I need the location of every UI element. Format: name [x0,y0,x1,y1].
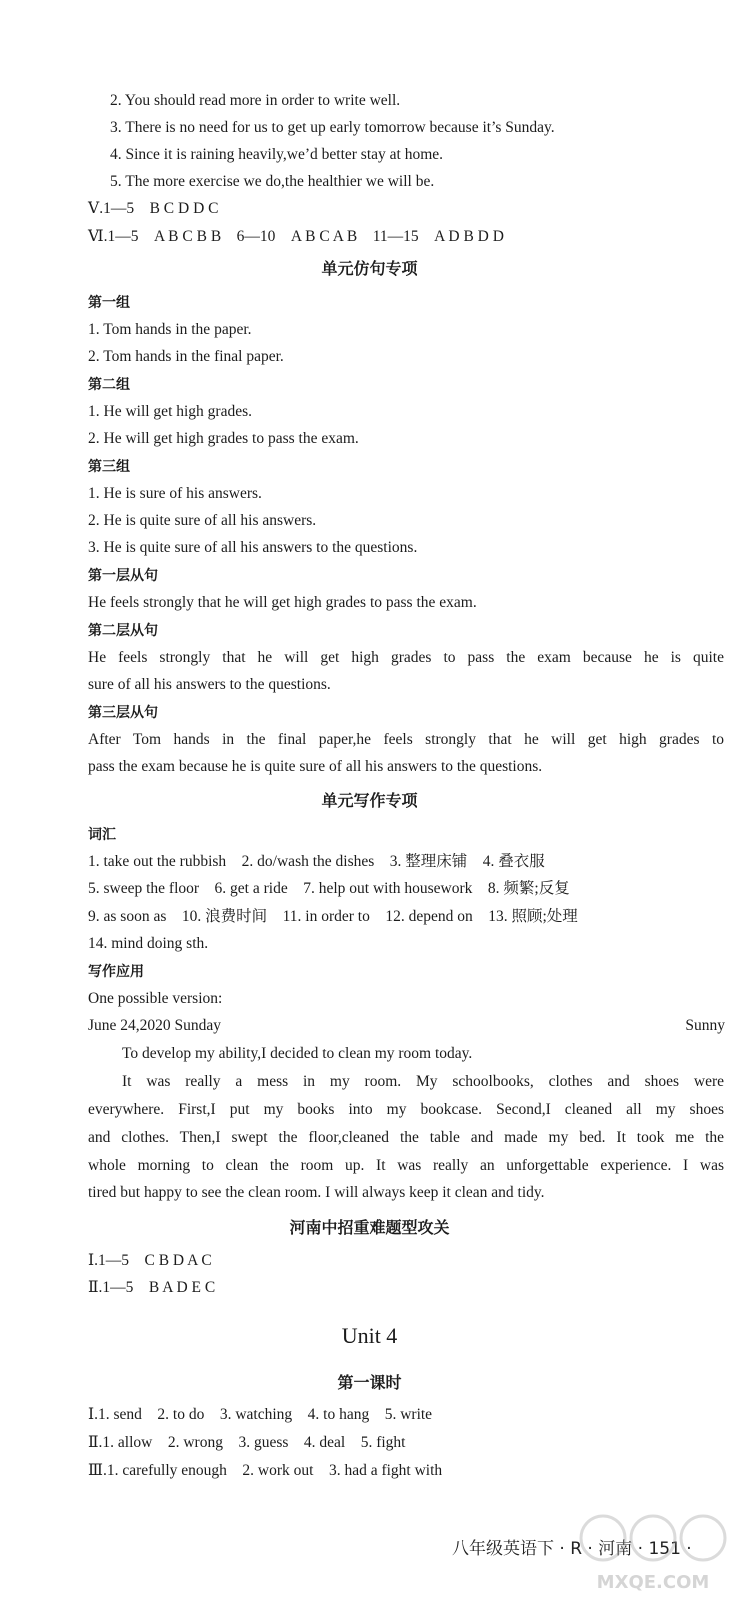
section-title-writing: 单元写作专项 [321,791,418,810]
vocab-line: 9. as soon as 10. 浪费时间 11. in order to 12. depend on 13. 照顾;处理 [88,908,578,925]
vocab-line: 5. sweep the floor 6. get a ride 7. help out with housework 8. 频繁;反复 [88,880,570,897]
answer-line: 2. You should read more in order to write well. [110,92,401,109]
page-footer: 八年级英语下 · R · 河南 · 151 · [452,1539,692,1559]
answer-line: Ⅱ.1—5 B A D E C [88,1279,216,1296]
group-label: 第一组 [88,295,130,311]
answer-line: sure of all his answers to the questions. [88,676,331,693]
essay-line: and clothes. Then,I swept the floor,cleaned the table and made my bed. It took me the [88,1129,724,1146]
essay-line: It was really a mess in my room. My schoolbooks, clothes and shoes were [122,1073,724,1090]
vocab-line: 14. mind doing sth. [88,935,209,952]
group-label: 第一层从句 [88,568,158,584]
watermark-logo [573,1500,733,1596]
answer-line: He feels strongly that he will get high grades to pass the exam because he is quite [88,649,724,666]
answer-line: 4. Since it is raining heavily,we’d better stay at home. [110,146,444,163]
unit-title: Unit 4 [341,1323,398,1348]
section-title-imitation: 单元仿句专项 [321,259,418,278]
answer-line: 1. He will get high grades. [88,403,253,420]
answer-line: Ⅴ.1—5 B C D D C [88,200,219,217]
vocab-line: 1. take out the rubbish 2. do/wash the dishes 3. 整理床铺 4. 叠衣服 [88,853,545,870]
answer-line: 2. He will get high grades to pass the exam. [88,430,359,447]
diary-weather: Sunny [685,1017,725,1034]
answer-line: After Tom hands in the final paper,he feels strongly that he will get high grades to [88,731,724,748]
group-label: 第三组 [88,459,130,475]
essay-line: To develop my ability,I decided to clean my room today. [122,1045,473,1062]
answer-line: He feels strongly that he will get high grades to pass the exam. [88,594,477,611]
answer-line: 2. He is quite sure of all his answers. [88,512,317,529]
answer-line: 5. The more exercise we do,the healthier we will be. [110,173,435,190]
answer-line: 1. Tom hands in the paper. [88,321,252,338]
essay-line: whole morning to clean the room up. It was really an unforgettable experience. I was [88,1157,724,1174]
group-label: 第二组 [88,377,130,393]
answer-line: Ⅰ.1—5 C B D A C [88,1252,212,1269]
answer-line: Ⅲ.1. carefully enough 2. work out 3. had a fight with [88,1462,443,1479]
version-label: One possible version: [88,990,223,1007]
answer-line: 3. He is quite sure of all his answers to the questions. [88,539,418,556]
answer-line: Ⅵ.1—5 A B C B B 6—10 A B C A B 11—15 A D B D D [88,228,504,245]
group-label: 词汇 [88,827,116,843]
essay-line: tired but happy to see the clean room. I will always keep it clean and tidy. [88,1184,545,1201]
answer-line: pass the exam because he is quite sure of all his answers to the questions. [88,758,543,775]
answer-line: 2. Tom hands in the final paper. [88,348,284,365]
group-label: 第二层从句 [88,623,158,639]
answer-line: Ⅰ.1. send 2. to do 3. watching 4. to hang 5. write [88,1406,433,1423]
lesson-title: 第一课时 [337,1373,402,1392]
answer-line: 3. There is no need for us to get up early tomorrow because it’s Sunday. [110,119,555,136]
watermark-text: MXQE.COM [596,1572,710,1593]
diary-date: June 24,2020 Sunday [88,1017,222,1034]
answer-line: Ⅱ.1. allow 2. wrong 3. guess 4. deal 5. fight [88,1434,406,1451]
essay-line: everywhere. First,I put my books into my bookcase. Second,I cleaned all my shoes [88,1101,724,1118]
answer-line: 1. He is sure of his answers. [88,485,262,502]
group-label: 写作应用 [88,964,144,980]
section-title-henan: 河南中招重难题型攻关 [289,1218,450,1237]
group-label: 第三层从句 [88,705,158,721]
